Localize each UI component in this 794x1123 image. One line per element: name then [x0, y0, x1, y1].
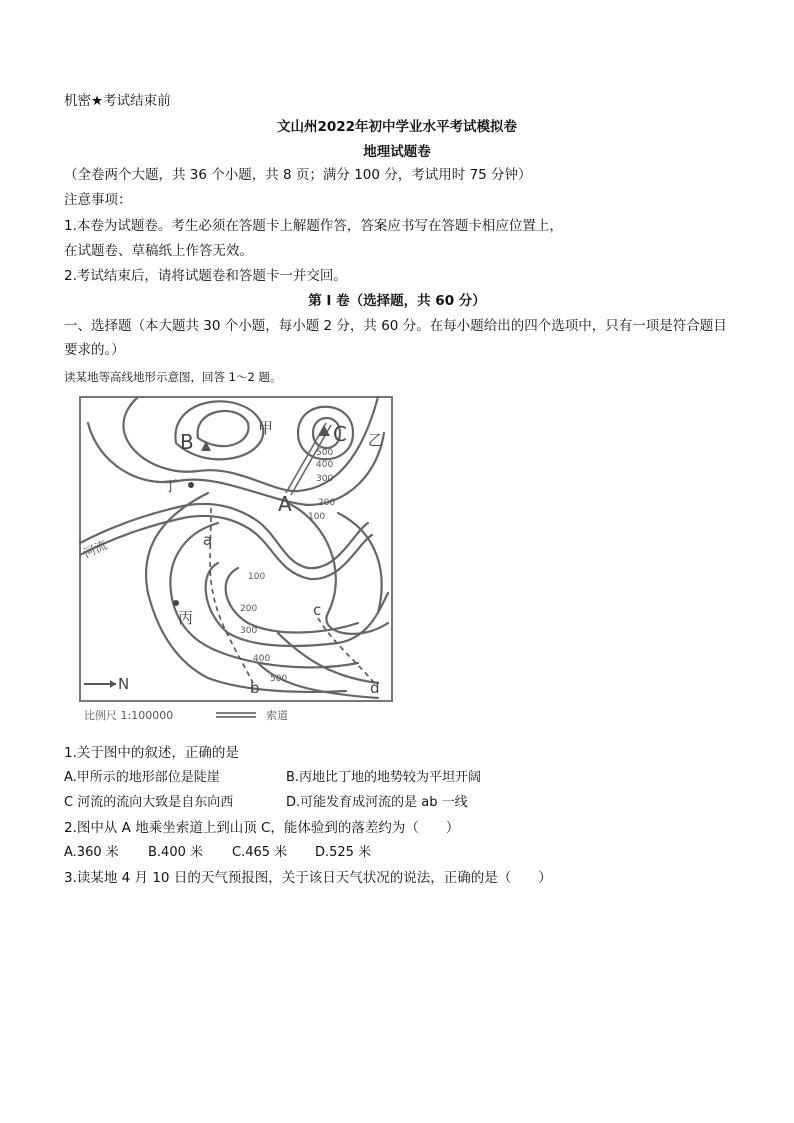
contour-label: 200: [240, 604, 258, 614]
note-item-1: 1.本卷为试题卷。考生必须在答题卡上解题作答，答案应书写在答题卡相应位置上，: [64, 218, 563, 234]
notes-heading: 注意事项：: [64, 192, 132, 208]
exam-subtitle: 地理试题卷: [363, 144, 431, 160]
label-river: 河流: [81, 537, 110, 561]
label-d: d: [370, 679, 380, 697]
contour-label: 100: [248, 572, 266, 582]
contour-label: 500: [316, 448, 334, 458]
confidential-mark: 机密★考试结束前: [64, 93, 171, 109]
contour-label: 500: [270, 674, 288, 684]
contour-label: 400: [253, 654, 271, 664]
question-2-stem: 2.图中从 A 地乘坐索道上到山顶 C，能体验到的落差约为（ ）: [64, 820, 460, 836]
label-a-point: A: [278, 492, 292, 516]
map-legend-cableway: 索道: [266, 709, 288, 722]
contour-label: 400: [316, 460, 334, 470]
section-instruction: 一、选择题（本大题共 30 个小题，每小题 2 分，共 60 分。在每小题给出的四个选项中，只有一项是符合题目: [64, 318, 727, 334]
label-north: N: [118, 675, 130, 693]
label-a: a: [203, 531, 213, 549]
section-title: 第 I 卷（选择题，共 60 分）: [308, 293, 486, 309]
label-ding: 丁: [163, 477, 179, 495]
contour-label: 200: [318, 498, 336, 508]
label-c: C: [333, 422, 347, 446]
contour-label: 300: [316, 474, 334, 484]
q1-option-c[interactable]: C 河流的流向大致是自东向西: [64, 795, 234, 810]
label-yi: 乙: [368, 431, 384, 449]
contour-label: 300: [240, 626, 258, 636]
contour-label: 100: [308, 512, 326, 522]
label-b: B: [180, 430, 194, 454]
q2-option-a[interactable]: A.360 米: [64, 845, 119, 860]
q1-option-d[interactable]: D.可能发育成河流的是 ab 一线: [286, 795, 468, 810]
label-bing: 丙: [178, 609, 194, 627]
question-1-stem: 1.关于图中的叙述，正确的是: [64, 745, 239, 761]
note-item-1-cont: 在试题卷、草稿纸上作答无效。: [64, 243, 253, 259]
q1-option-a[interactable]: A.甲所示的地形部位是陡崖: [64, 770, 220, 785]
section-instruction-cont: 要求的。）: [64, 342, 125, 358]
q2-option-d[interactable]: D.525 米: [315, 845, 372, 860]
label-c-lower: c: [313, 601, 322, 619]
map-scale: 比例尺 1:100000: [84, 709, 174, 722]
q2-option-b[interactable]: B.400 米: [148, 845, 203, 860]
label-jia: 甲: [258, 419, 274, 437]
q1-option-b[interactable]: B.丙地比丁地的地势较为平坦开阔: [286, 770, 482, 785]
contour-map: [78, 393, 398, 723]
question-3-stem: 3.读某地 4 月 10 日的天气预报图，关于该日天气状况的说法，正确的是（ ）: [64, 870, 552, 886]
map-prompt: 读某地等高线地形示意图，回答 1～2 题。: [64, 370, 282, 384]
label-b-lower: b: [250, 679, 260, 697]
exam-info: （全卷两个大题，共 36 个小题，共 8 页；满分 100 分，考试用时 75 分钟）: [64, 167, 532, 183]
exam-title: 文山州2022年初中学业水平考试模拟卷: [276, 119, 518, 135]
q2-option-c[interactable]: C.465 米: [232, 845, 288, 860]
note-item-2: 2.考试结束后，请将试题卷和答题卡一并交回。: [64, 268, 347, 284]
